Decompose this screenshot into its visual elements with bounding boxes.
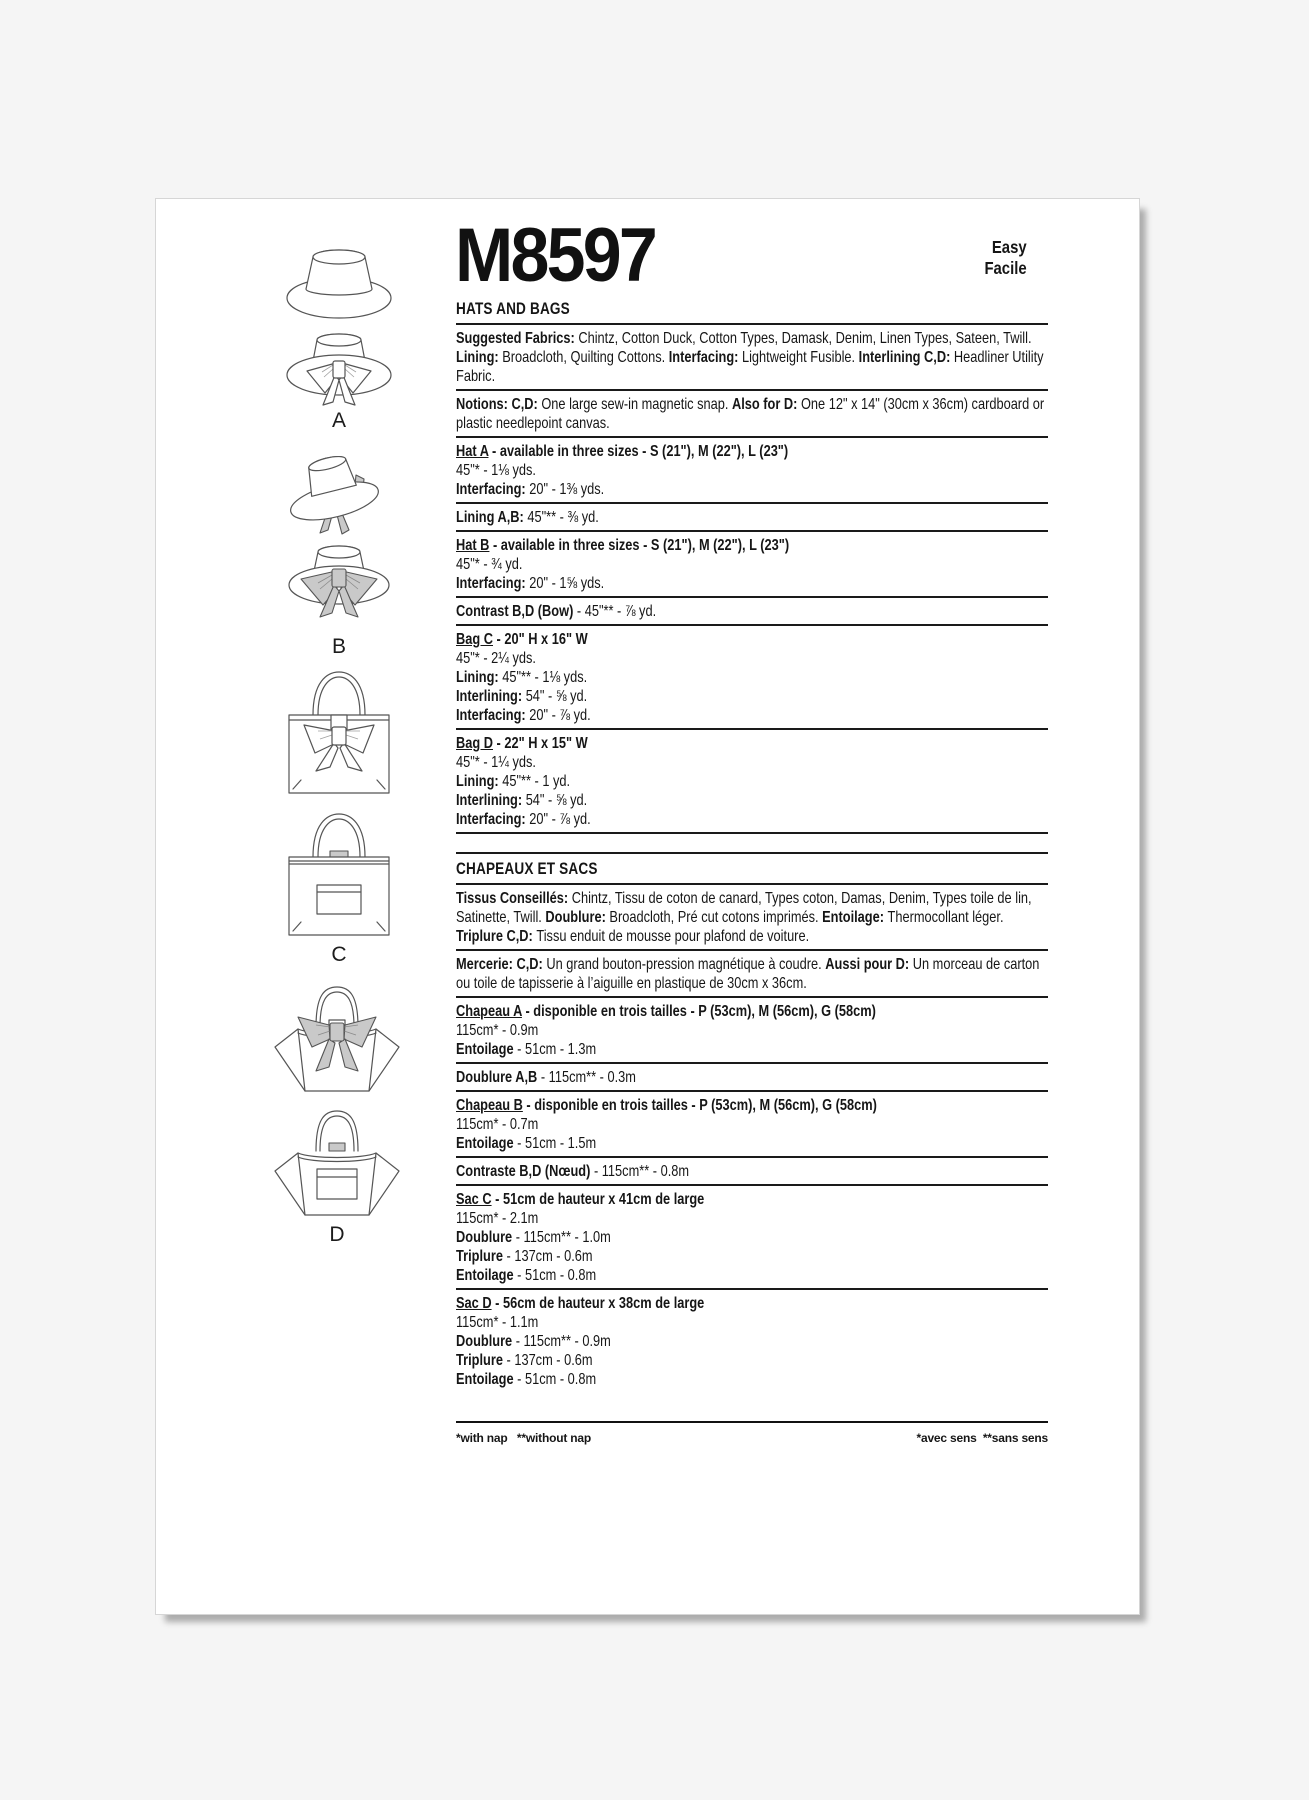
spec-line: Doublure - 115cm** - 1.0m (456, 1229, 611, 1246)
spec-block (456, 1002, 1048, 1064)
spec-line: Entoilage - 51cm - 0.8m (456, 1267, 597, 1284)
spec-line: Bag C - 20" H x 16" W (456, 631, 588, 648)
pattern-envelope-back-page (155, 198, 1140, 1615)
spec-line: Suggested Fabrics: Chintz, Cotton Duck, Cotton Types, Damask, Denim, Linen Types, Sateen, Twill. Lining: Broadcloth, Quilting Cottons. Interfacing: Lightweight Fusible. Interlining C,D: Headliner Utility Fabric. (456, 330, 1044, 385)
spec-block (456, 602, 1048, 626)
spec-block (456, 508, 1048, 532)
spec-block (456, 955, 1048, 998)
spec-line: Interfacing: 20" - 1⅜ yds. (456, 481, 605, 498)
spec-line: Tissus Conseillés: Chintz, Tissu de coton de canard, Types coton, Damas, Denim, Types toile de lin, Satinette, Twill. Doublure: Broadcloth, Pré cut cotons imprimés. Entoilage: Thermocollant léger. Triplure C,D: Tissu enduit de mousse pour plafond de voiture. (456, 890, 1032, 945)
spec-section (456, 852, 1048, 1392)
section-title: CHAPEAUX ET SACS (456, 852, 1048, 885)
spec-line: Triplure - 137cm - 0.6m (456, 1352, 593, 1369)
spec-sections (456, 299, 1048, 1396)
spec-block (456, 630, 1048, 730)
spec-line: Contraste B,D (Nœud) - 115cm** - 0.8m (456, 1163, 690, 1180)
difficulty-badge (985, 237, 1027, 279)
spec-section (456, 299, 1048, 834)
spec-line: Hat A - available in three sizes - S (21"), M (22"), L (23") (456, 443, 789, 460)
view-label-b: B (331, 635, 346, 658)
spec-line: 45"* - 1⅛ yds. (456, 462, 536, 479)
spec-line: 45"* - ¾ yd. (456, 556, 523, 573)
bag-d-back-illustration (271, 1107, 403, 1219)
spec-line: 45"* - 1¼ yds. (456, 754, 536, 771)
spec-line: Lining: 45"** - 1 yd. (456, 773, 571, 790)
spec-line: Lining: 45"** - 1⅛ yds. (456, 669, 588, 686)
spec-block (456, 1162, 1048, 1186)
spec-block (456, 1294, 1048, 1392)
bag-d-front-with-bow-illustration (271, 983, 403, 1095)
spec-line: Doublure - 115cm** - 0.9m (456, 1333, 611, 1350)
spec-line: Interfacing: 20" - ⅞ yd. (456, 707, 591, 724)
spec-line: Entoilage - 51cm - 0.8m (456, 1371, 597, 1388)
spec-line: 115cm* - 0.7m (456, 1116, 539, 1133)
spec-line: 115cm* - 1.1m (456, 1314, 539, 1331)
spec-line: Contrast B,D (Bow) - 45"** - ⅞ yd. (456, 603, 657, 620)
hat-a-front-illustration (284, 247, 394, 319)
spec-line: Entoilage - 51cm - 1.3m (456, 1041, 597, 1058)
spec-block (456, 536, 1048, 598)
view-label-c: C (331, 943, 347, 966)
spec-line: 45"* - 2¼ yds. (456, 650, 536, 667)
spec-line: Hat B - available in three sizes - S (21"), M (22"), L (23") (456, 537, 790, 554)
spec-block (456, 1190, 1048, 1290)
spec-line: Notions: C,D: One large sew-in magnetic snap. Also for D: One 12" x 14" (30cm x 36cm) cardboard or plastic needlepoint canvas. (456, 396, 1045, 432)
spec-block (456, 442, 1048, 504)
spec-line: Interfacing: 20" - ⅞ yd. (456, 811, 591, 828)
spec-block (456, 1068, 1048, 1092)
spec-line: Chapeau B - disponible en trois tailles - P (53cm), M (56cm), G (58cm) (456, 1097, 877, 1114)
bag-c-back-illustration (284, 811, 394, 937)
hat-b-back-with-bow-illustration (284, 543, 394, 625)
spec-line: Interlining: 54" - ⅝ yd. (456, 688, 588, 705)
spec-line: 115cm* - 2.1m (456, 1210, 539, 1227)
spec-line: Sac C - 51cm de hauteur x 41cm de large (456, 1191, 705, 1208)
spec-line: Interfacing: 20" - 1⅝ yds. (456, 575, 605, 592)
pattern-number: M8597 (455, 213, 655, 298)
spec-block (456, 329, 1048, 391)
spec-line: Bag D - 22" H x 15" W (456, 735, 588, 752)
spec-line: Interlining: 54" - ⅝ yd. (456, 792, 588, 809)
spec-line: 115cm* - 0.9m (456, 1022, 539, 1039)
spec-line: Doublure A,B - 115cm** - 0.3m (456, 1069, 636, 1086)
view-label-a: A (331, 409, 346, 432)
footnote-english: *with nap **without nap (456, 1431, 591, 1445)
difficulty-en: Easy (992, 237, 1027, 257)
section-title: HATS AND BAGS (456, 299, 1048, 325)
difficulty-fr: Facile (984, 258, 1027, 278)
hat-a-back-with-bow-illustration (284, 331, 394, 409)
spec-block (456, 395, 1048, 438)
bag-c-front-with-bow-illustration (284, 669, 394, 795)
spec-line: Sac D - 56cm de hauteur x 38cm de large (456, 1295, 705, 1312)
spec-line: Triplure - 137cm - 0.6m (456, 1248, 593, 1265)
spec-block (456, 1096, 1048, 1158)
spec-line: Mercerie: C,D: Un grand bouton-pression magnétique à coudre. Aussi pour D: Un morceau de carton ou toile de tapisserie à l’aiguille en plastique de 30cm x 36cm. (456, 956, 1040, 992)
spec-line: Lining A,B: 45"** - ⅜ yd. (456, 509, 599, 526)
spec-block (456, 734, 1048, 834)
view-label-d: D (329, 1223, 345, 1246)
spec-line: Chapeau A - disponible en trois tailles - P (53cm), M (56cm), G (58cm) (456, 1003, 876, 1020)
spec-line: Entoilage - 51cm - 1.5m (456, 1135, 597, 1152)
footnotes-bar (456, 1421, 1048, 1445)
spec-block (456, 889, 1048, 951)
footnote-french: *avec sens **sans sens (916, 1431, 1048, 1445)
hat-b-side-illustration (286, 453, 382, 537)
